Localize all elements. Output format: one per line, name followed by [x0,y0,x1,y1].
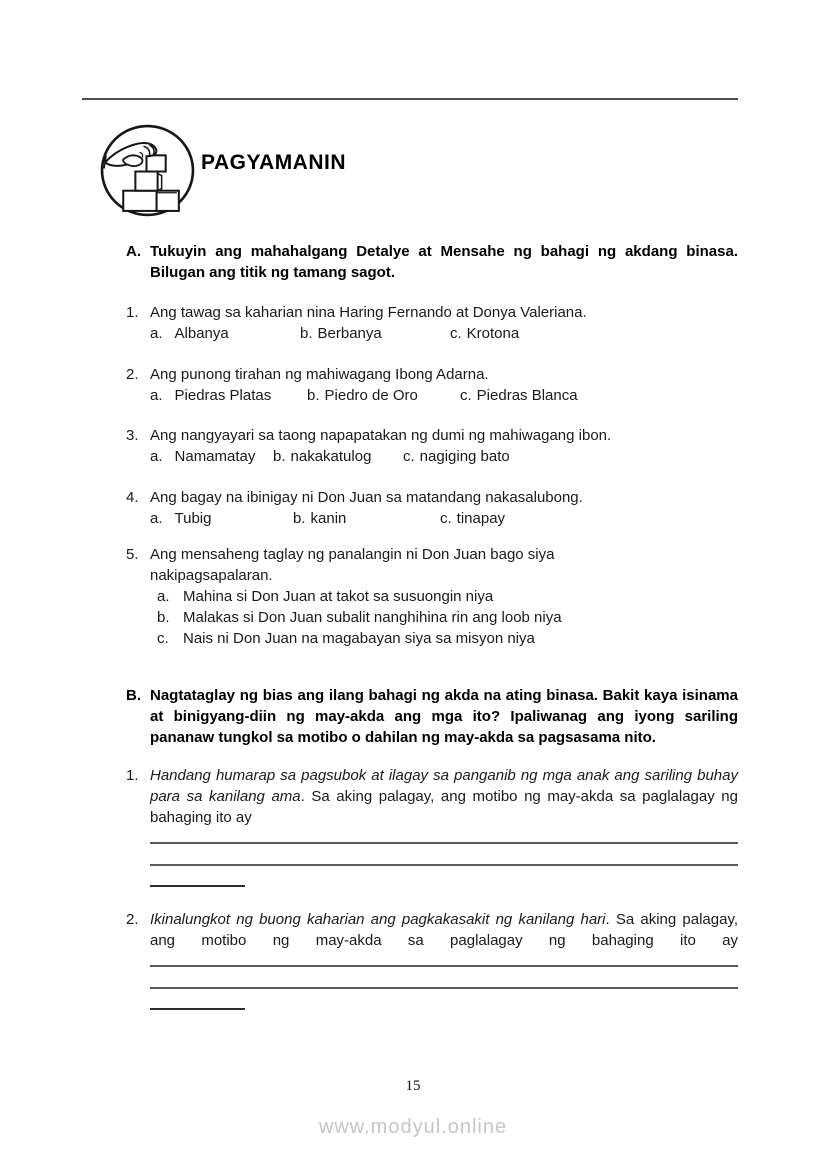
question-5 [125,544,738,649]
quoted-passage: Handang humarap sa pagsubok at ilagay sa panganib ng mga anak ang sariling buhay para sa kanilang ama [150,767,738,805]
question-text: Ang tawag sa kaharian nina Haring Fernando at Donya Valeriana. [150,304,587,321]
question-3 [125,425,738,467]
question-text: Ang punong tirahan ng mahiwagang Ibong Adarna. [150,366,489,383]
quoted-passage: Ikinalungkot ng buong kaharian ang pagkakasakit ng kanilang hari [150,911,606,928]
choice-option: c. Krotona [450,325,520,342]
question-number: 1. [126,304,139,321]
page-title: PAGYAMANIN [201,151,347,174]
watermark: www.modyul.online [318,1116,508,1138]
essay-item-1 [125,765,738,887]
answer-line [150,866,245,887]
choice-option: c. Nais ni Don Juan na magabayan siya sa misyon niya [157,630,535,647]
choice-option: a. Piedras Platas [150,387,272,404]
prompt-text: . Sa aking palagay, ang motibo ng may-akda sa paglalagay ng bahaging ito ay [150,911,738,949]
item-number: 1. [126,767,139,784]
question-2 [125,364,738,406]
choice-option: b. kanin [293,510,347,527]
question-text: Ang nangyayari sa taong napapatakan ng dumi ng mahiwagang ibon. [150,427,612,444]
question-number: 5. [126,546,139,563]
question-4 [125,487,738,529]
section-b-label: B. [126,687,141,704]
section-b-heading [125,685,738,748]
prompt-text: . Sa aking palagay, ang motibo ng may-akda sa paglalagay ng bahaging ito ay [150,788,738,826]
choice-option: a. Tubig [150,510,212,527]
choice-row [150,508,738,529]
answer-line [150,844,738,866]
question-text: Ang bagay na ibinigay ni Don Juan sa matandang nakasalubong. [150,489,583,506]
question-number: 2. [126,366,139,383]
essay-prompt [150,909,738,951]
choice-row [150,323,738,344]
choice-option: c. nagiging bato [403,448,510,465]
question-number: 3. [126,427,139,444]
choice-row [150,385,738,406]
question-number: 4. [126,489,139,506]
page-number: 15 [405,1078,421,1094]
item-number: 2. [126,911,139,928]
choice-option: a. Namamatay [150,448,256,465]
choice-option: c. tinapay [440,510,506,527]
page-content [125,241,738,1032]
choice-row [150,446,738,467]
choice-option: a. Albanya [150,325,229,342]
choice-option: b. Malakas si Don Juan subalit nanghihina rin ang loob niya [157,609,562,626]
answer-line [150,828,738,844]
answer-line [150,967,738,989]
header-divider [82,98,738,100]
essay-item-2 [125,909,738,1010]
question-text: Ang mensaheng taglay ng panalangin ni Don Juan bago siya nakipagsapalaran. [150,546,555,584]
choice-option: b. Piedro de Oro [307,387,418,404]
section-a-heading [125,241,738,283]
choice-option: b. Berbanya [300,325,382,342]
section-a-instructions: Tukuyin ang mahahalgang Detalye at Mensahe ng bahagi ng akdang binasa. Bilugan ang titik ng tamang sagot. [150,243,738,281]
essay-prompt [150,765,738,828]
answer-line [150,951,738,967]
choice-option: c. Piedras Blanca [460,387,578,404]
question-1 [125,302,738,344]
answer-line [150,989,245,1010]
choice-option: b. nakakatulog [273,448,372,465]
hand-stacking-blocks-icon [99,122,196,219]
choice-option: a. Mahina si Don Juan at takot sa susuongin niya [157,588,494,605]
section-b-instructions: Nagtataglay ng bias ang ilang bahagi ng akda na ating binasa. Bakit kaya isinama at binigyang-diin ng may-akda ang mga ito? Ipaliwanag ang iyong sariling pananaw tungkol sa motibo o dahilan ng may-akda sa pagsasama nito. [150,687,738,746]
section-a-label: A. [126,243,141,260]
